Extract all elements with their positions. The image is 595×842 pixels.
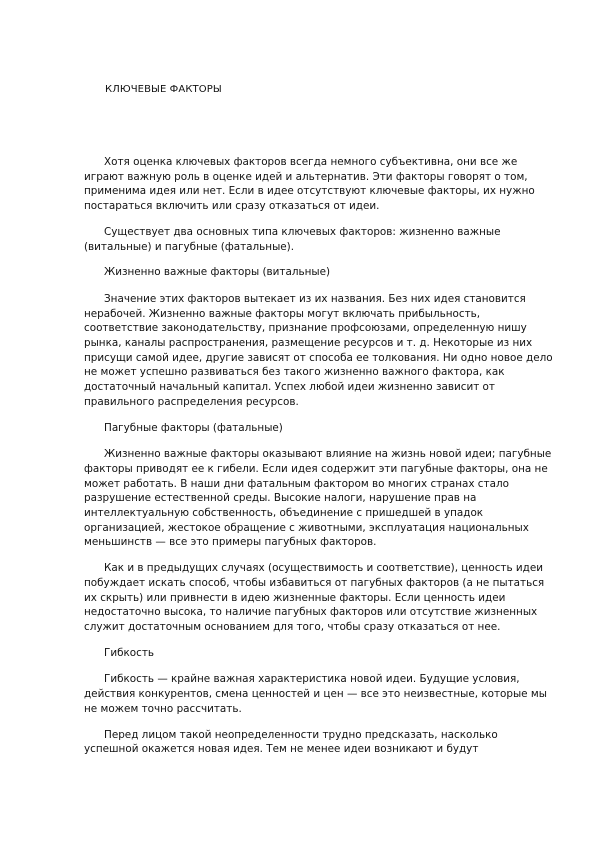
section-heading: Гибкость	[104, 646, 155, 659]
paragraph: Перед лицом такой неопределенности трудно предсказать, насколько успешной окажется новая идея. Тем не менее идеи возникают и будут	[84, 728, 498, 756]
document-body	[84, 155, 554, 768]
paragraph: Значение этих факторов вытекает из их названия. Без них идея становится нерабочей. Жизненно важные факторы могут включать прибыльность, соответствие законодательству, признание профсоюзами, определенную нишу рынка, каналы распространения, размещение ресурсов и т. д. Некоторые из них присущи самой идее, другие зависят от способа ее толкования. Ни одно новое дело не может успешно развиваться без такого жизненно важного фактора, как достаточный начальный капитал. Успех любой идеи жизненно зависит от правильного распределения ресурсов.	[84, 292, 553, 408]
document-title: КЛЮЧЕВЫЕ ФАКТОРЫ	[105, 84, 222, 95]
paragraph: Как и в предыдущих случаях (осуществимость и соответствие), ценность идеи побуждает искать способ, чтобы избавиться от пагубных факторов (а не пытаться их скрыть) или привнести в идею жизненные факторы. Если ценность идеи недостаточно высока, то наличие пагубных факторов или отсутствие жизненных служит достаточным основанием для того, чтобы сразу отказаться от нее.	[84, 562, 545, 633]
section-heading: Пагубные факторы (фатальные)	[104, 421, 283, 434]
paragraph: Хотя оценка ключевых факторов всегда немного субъективна, они все же играют важную роль в оценке идей и альтернатив. Эти факторы говорят о том, применима идея или нет. Если в идее отсутствуют ключевые факторы, их нужно постараться включить или сразу отказаться от идеи.	[84, 156, 535, 213]
section-heading: Жизненно важные факторы (витальные)	[104, 266, 331, 279]
paragraph: Гибкость — крайне важная характеристика новой идеи. Будущие условия, действия конкурентов, смена ценностей и цен — все это неизвестные, которые мы не можем точно рассчитать.	[84, 673, 547, 715]
paragraph: Жизненно важные факторы оказывают влияние на жизнь новой идеи; пагубные факторы приводят ее к гибели. Если идея содержит эти пагубные факторы, она не может работать. В наши дни фатальным фактором во многих странах стало разрушение естественной среды. Высокие налоги, нарушение прав на интеллектуальную собственность, объединение с пришедшей в упадок организацией, жестокое обращение с животными, эксплуатация национальных меньшинств — все это примеры пагубных факторов.	[84, 448, 552, 549]
paragraph: Существует два основных типа ключевых факторов: жизненно важные (витальные) и пагубные (фатальные).	[84, 225, 501, 253]
